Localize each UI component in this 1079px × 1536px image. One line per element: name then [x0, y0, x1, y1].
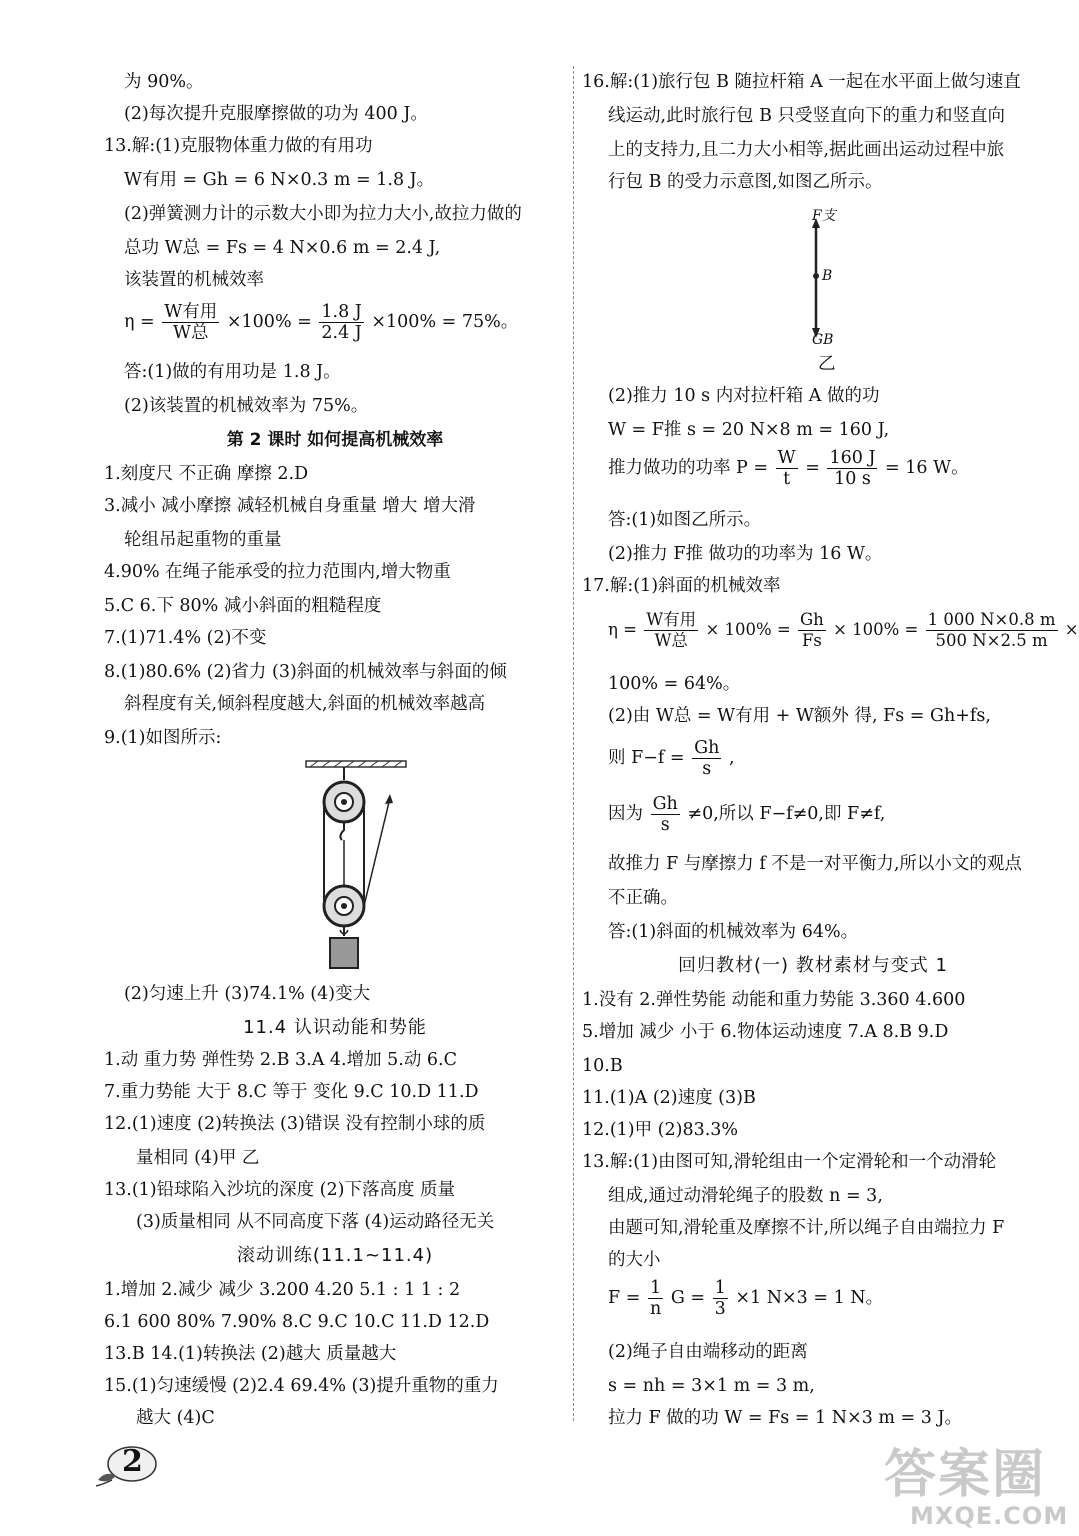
column-divider [573, 66, 574, 1421]
text-line: 的大小 [608, 1250, 661, 1270]
text-line: (3)质量相同 从不同高度下落 (4)运动路径无关 [136, 1212, 495, 1232]
text-line: 1.刻度尺 不正确 摩擦 2.D [104, 464, 309, 484]
fraction: $\frac{1}{3}$ [714, 1278, 726, 1319]
text-line: 拉力 F 做的功 W = Fs = 1 N×3 m = 3 J。 [608, 1408, 962, 1428]
efficiency-formula: η = $\frac{\text{W有用}}{\text{W总}}$ ×100% = $\frac{1.8 J}{2.4 J}$ ×100% = 75%。 [124, 302, 519, 343]
fraction: $\frac{Gh}{s}$ [652, 794, 678, 835]
text-line: 13.解:(1)克服物体重力做的有用功 [104, 136, 373, 156]
text-line: 组成,通过动滑轮绳子的股数 n = 3, [608, 1186, 883, 1206]
text-line: 17.解:(1)斜面的机械效率 [582, 576, 781, 596]
force-formula: F = $\frac{1}{n}$ G = $\frac{1}{3}$ ×1 N×3 = 1 N。 [608, 1278, 884, 1319]
inequality-line: 因为 $\frac{Gh}{s}$ ≠0,所以 F−f≠0,即 F≠f, [608, 794, 886, 835]
power-formula: 推力做功的功率 P = $\frac{W}{t}$ = $\frac{160 J}{10 s}$ = 16 W。 [608, 448, 969, 489]
text-line: 11.(1)A (2)速度 (3)B [582, 1088, 756, 1108]
fraction: $\frac{Gh}{Fs}$ [800, 610, 824, 650]
text-line: 13.B 14.(1)转换法 (2)越大 质量越大 [104, 1344, 397, 1364]
page-number: 2 [122, 1444, 143, 1479]
text-line: 该装置的机械效率 [124, 270, 264, 290]
watermark [870, 1432, 1069, 1536]
text-line: 100% = 64%。 [608, 674, 741, 694]
text-line: s = nh = 3×1 m = 3 m, [608, 1376, 815, 1396]
text-line: 9.(1)如图所示: [104, 728, 222, 748]
text-line: (2)每次提升克服摩擦做的功为 400 J。 [124, 104, 428, 124]
text-line: 15.(1)匀速缓慢 (2)2.4 69.4% (3)提升重物的重力 [104, 1376, 499, 1396]
text-line: (2)推力 10 s 内对拉杆箱 A 做的功 [608, 386, 880, 406]
text-line: 答:(1)做的有用功是 1.8 J。 [124, 362, 341, 382]
text-line: 量相同 (4)甲 乙 [136, 1148, 260, 1168]
fraction: $\frac{\text{W有用}}{\text{W总}}$ [164, 302, 218, 343]
text-line: 由题可知,滑轮重及摩擦不计,所以绳子自由端拉力 F [608, 1218, 1005, 1238]
text-line: 答:(1)斜面的机械效率为 64%。 [608, 922, 859, 942]
pulley-diagram [302, 758, 412, 972]
text-line: 8.(1)80.6% (2)省力 (3)斜面的机械效率与斜面的倾 [104, 662, 507, 682]
force-label-gravity: GB [812, 332, 834, 348]
text-line: 5.增加 减少 小于 6.物体运动速度 7.A 8.B 9.D [582, 1022, 949, 1042]
text-line: (2)由 W总 = W有用 + W额外 得, Fs = Gh+fs, [608, 706, 991, 726]
text-line: 12.(1)甲 (2)83.3% [582, 1120, 739, 1140]
fraction: $\frac{1}{n}$ [649, 1278, 662, 1319]
fraction: $\frac{Gh}{s}$ [694, 738, 720, 779]
center-point-icon [813, 273, 819, 279]
text-line: 1.动 重力势 弹性势 2.B 3.A 4.增加 5.动 6.C [104, 1050, 458, 1070]
text-line: 1.没有 2.弹性势能 动能和重力势能 3.360 4.600 [582, 990, 966, 1010]
text-line: 为 90%。 [124, 72, 204, 92]
text-line: (2)弹簧测力计的示数大小即为拉力大小,故拉力做的 [124, 204, 522, 224]
ceiling-icon [306, 761, 406, 767]
text-line: 斜程度有关,倾斜程度越大,斜面的机械效率越高 [124, 694, 486, 714]
point-label-b: B [822, 268, 833, 284]
text-line: 10.B [582, 1056, 623, 1076]
text-line: 线运动,此时旅行包 B 只受竖直向下的重力和竖直向 [608, 106, 1006, 126]
text-line: 7.重力势能 大于 8.C 等于 变化 9.C 10.D 11.D [104, 1082, 479, 1102]
text-line: (2)该装置的机械效率为 75%。 [124, 396, 369, 416]
fraction: $\frac{1 000 N\times 0.8 m}{500 N\times 2.5 m}$ [927, 610, 1056, 650]
section-heading: 回归教材(一) 教材素材与变式 1 [678, 955, 948, 976]
text-line: 13.解:(1)由图可知,滑轮组由一个定滑轮和一个动滑轮 [582, 1152, 997, 1172]
section-heading: 11.4 认识动能和势能 [243, 1017, 427, 1038]
text-line: 12.(1)速度 (2)转换法 (3)错误 没有控制小球的质 [104, 1114, 486, 1134]
page-number-badge [92, 1440, 162, 1490]
weight-block-icon [330, 938, 358, 968]
fraction: $\frac{160 J}{10 s}$ [829, 448, 876, 489]
text-line: (2)推力 F推 做功的功率为 16 W。 [608, 544, 883, 564]
incline-efficiency-formula: η = $\frac{\text{W有用}}{\text{W总}}$ × 100% = $\frac{Gh}{Fs}$ × 100% = $\frac{1 000 N\times 0.8 m}{500 N\times 2.5 m}$ × [608, 610, 1079, 650]
text-line: 1.增加 2.减少 减少 3.200 4.20 5.1 : 1 1 : 2 [104, 1280, 461, 1300]
fraction: $\frac{\text{W有用}}{\text{W总}}$ [646, 610, 697, 650]
section-heading: 第 2 课时 如何提高机械效率 [226, 430, 444, 450]
text-line: 16.解:(1)旅行包 B 随拉杆箱 A 一起在水平面上做匀速直 [582, 72, 1021, 92]
pull-arrow-icon [364, 798, 390, 906]
text-line: 轮组吊起重物的重量 [124, 530, 282, 550]
text-line: 答:(1)如图乙所示。 [608, 510, 762, 530]
fraction: $\frac{W}{t}$ [777, 448, 796, 489]
force-difference-formula: 则 F−f = $\frac{Gh}{s}$ , [608, 738, 735, 779]
section-heading: 滚动训练(11.1~11.4) [236, 1245, 434, 1266]
text-line: 7.(1)71.4% (2)不变 [104, 628, 267, 648]
text-line: 13.(1)铅球陷入沙坑的深度 (2)下落高度 质量 [104, 1180, 456, 1200]
text-line: W = F推 s = 20 N×8 m = 160 J, [608, 420, 890, 440]
text-line: (2)绳子自由端移动的距离 [608, 1342, 808, 1362]
text-line: W有用 = Gh = 6 N×0.3 m = 1.8 J。 [124, 170, 435, 190]
text-line: 5.C 6.下 80% 减小斜面的粗糙程度 [104, 596, 382, 616]
text-line: 6.1 600 80% 7.90% 8.C 9.C 10.C 11.D 12.D [104, 1312, 490, 1332]
text-line: (2)匀速上升 (3)74.1% (4)变大 [124, 984, 371, 1004]
text-line: 4.90% 在绳子能承受的拉力范围内,增大物重 [104, 562, 451, 582]
text-line: 上的支持力,且二力大小相等,据此画出运动过程中旅 [608, 140, 1005, 160]
text-line: 越大 (4)C [136, 1408, 215, 1428]
text-line: 不正确。 [608, 888, 678, 908]
force-label-support: F支 [812, 208, 836, 224]
watermark-url: MXQE.COM [910, 1502, 1069, 1530]
text-line: 3.减小 减小摩擦 减轻机械自身重量 增大 增大滑 [104, 496, 476, 516]
figure-caption: 乙 [818, 354, 836, 374]
text-line: 总功 W总 = Fs = 4 N×0.6 m = 2.4 J, [124, 238, 441, 258]
fraction: $\frac{1.8 J}{2.4 J}$ [321, 302, 362, 343]
text-line: 行包 B 的受力示意图,如图乙所示。 [608, 172, 883, 192]
text-line: 故推力 F 与摩擦力 f 不是一对平衡力,所以小文的观点 [608, 854, 1022, 874]
watermark-logo-text: 答案圈 [884, 1445, 1047, 1505]
